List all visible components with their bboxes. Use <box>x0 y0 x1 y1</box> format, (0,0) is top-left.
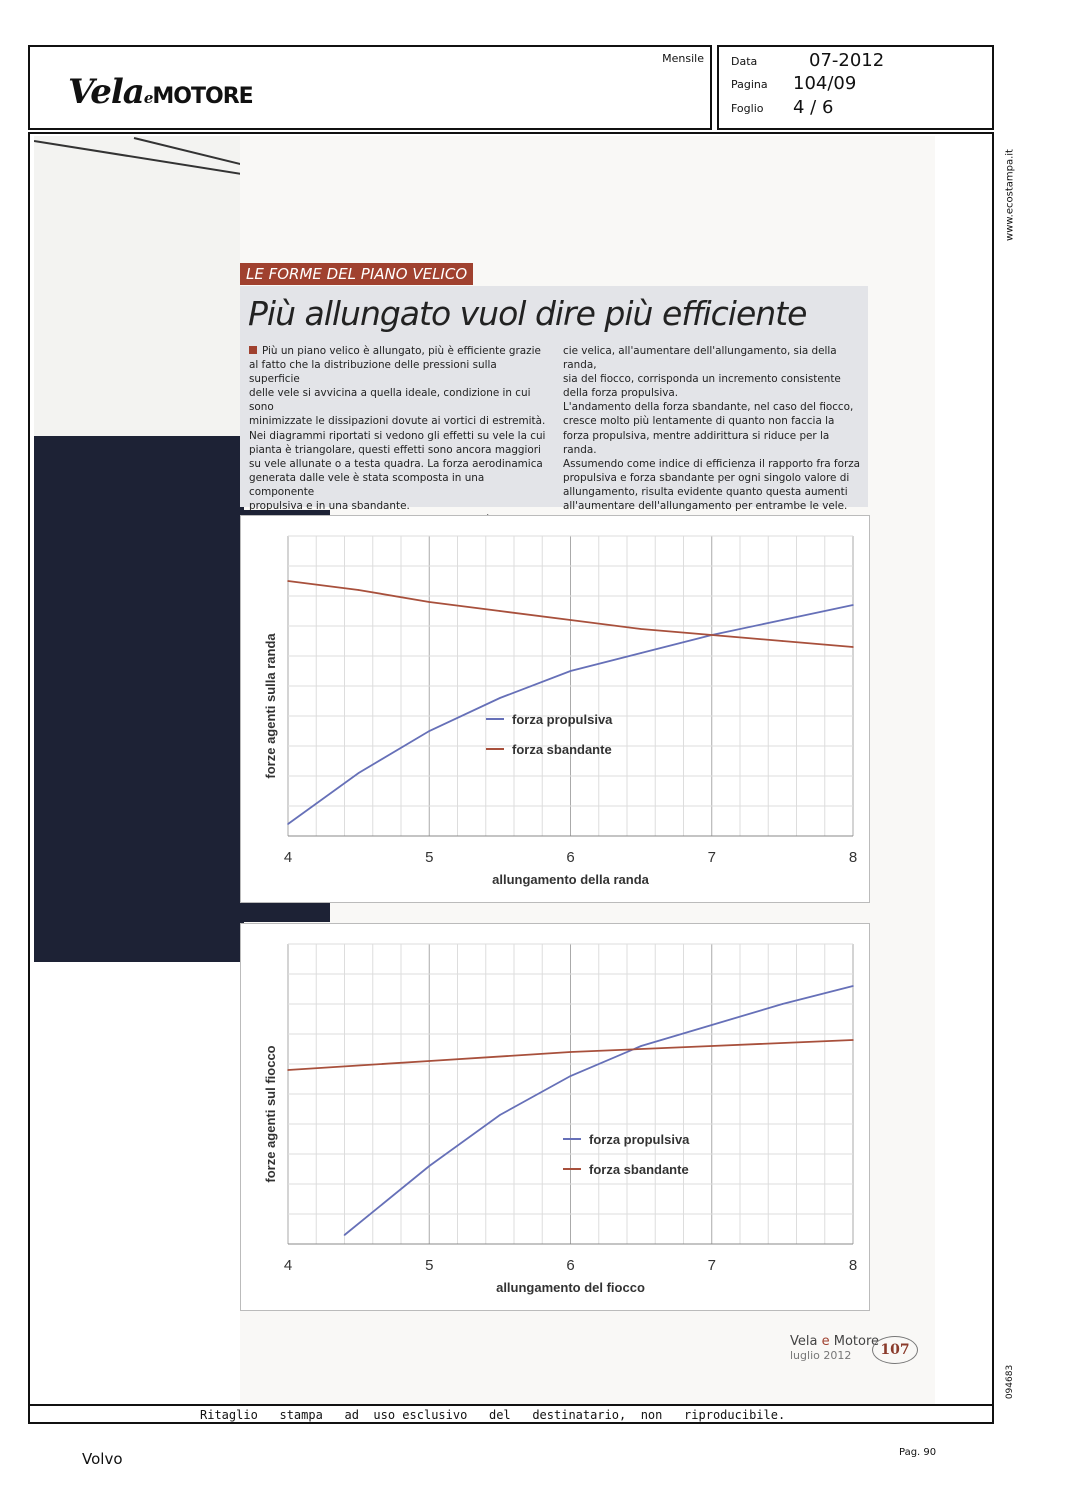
legend-label: forza propulsiva <box>512 712 613 727</box>
logo-second-text: MOTORE <box>152 84 253 109</box>
x-axis-label: allungamento della randa <box>492 872 649 887</box>
header-left-box <box>28 45 712 130</box>
y-axis-label: forze agenti sul fiocco <box>263 1045 278 1183</box>
side-code: 094683 <box>1005 1364 1015 1400</box>
chart-randa <box>240 515 870 903</box>
magazine-footer <box>790 1334 879 1362</box>
data-point <box>570 619 572 621</box>
data-point <box>344 1234 346 1236</box>
magazine-date: luglio 2012 <box>790 1349 852 1362</box>
data-point <box>499 697 501 699</box>
data-point <box>782 619 784 621</box>
x-tick-label: 7 <box>707 849 716 866</box>
article-line: Assumendo come indice di efficienza il rapporto fra forza <box>563 457 861 470</box>
data-point <box>711 1024 713 1026</box>
data-point <box>640 652 642 654</box>
side-url: www.ecostampa.it <box>1004 149 1016 241</box>
article-title: Più allungato vuol dire più efficiente <box>248 294 807 333</box>
article-line: Più un piano velico è allungato, più è efficiente grazie <box>249 344 549 358</box>
client-name: Volvo <box>82 1450 123 1468</box>
x-tick-label: 7 <box>707 1257 716 1274</box>
data-point <box>287 823 289 825</box>
article-line: cie velica, all'aumentare dell'allungamento, sia della randa, <box>563 345 837 372</box>
x-axis-label: allungamento del fiocco <box>496 1280 645 1295</box>
x-tick-label: 6 <box>566 1257 575 1274</box>
data-point <box>428 730 430 732</box>
article-line: forza propulsiva, mentre addirittura si riduce per la randa. <box>563 429 830 456</box>
section-tag: LE FORME DEL PIANO VELICO <box>240 263 473 285</box>
date-value: 07-2012 <box>809 50 885 71</box>
data-point <box>358 772 360 774</box>
x-tick-label: 8 <box>848 1257 858 1274</box>
legend-label: forza propulsiva <box>589 1132 690 1147</box>
magazine-logo <box>68 72 253 112</box>
article-line: propulsiva e forza sbandante per ogni singolo valore di <box>563 471 850 484</box>
article-line: allungamento, risulta evidente quanto questa aumenti <box>563 485 848 498</box>
data-point <box>711 634 713 636</box>
article-line: sia del fiocco, corrisponda un incremento consistente <box>563 373 841 386</box>
magazine-name: Vela e Motore <box>790 1334 880 1349</box>
data-point <box>499 1114 501 1116</box>
page-label: Pagina <box>731 78 768 91</box>
frequency-label: Mensile <box>662 52 704 65</box>
y-axis-label: forze agenti sulla randa <box>263 633 278 779</box>
data-point <box>852 985 854 987</box>
page-number: Pag. 90 <box>899 1447 937 1458</box>
article-line: minimizzate le dissipazioni dovute ai vortici di estremità. <box>249 415 546 428</box>
data-point <box>358 589 360 591</box>
data-point <box>570 1075 572 1077</box>
copyright-notice: Ritaglio stampa ad uso esclusivo del destinatario, non riproducibile. <box>28 1404 994 1424</box>
article-line: all'aumentare dell'allungamento per entrambe le vele. <box>563 500 848 513</box>
legend-label: forza sbandante <box>512 742 612 757</box>
chart-randa-svg <box>241 516 871 904</box>
article-column-2 <box>563 344 863 513</box>
data-point <box>287 580 289 582</box>
logo-conjunction: e <box>143 89 153 107</box>
article-line: su vele allunate o a testa quadra. La forza aerodinamica <box>249 457 543 470</box>
x-tick-label: 4 <box>283 1257 293 1274</box>
data-point <box>499 610 501 612</box>
data-point <box>570 1051 572 1053</box>
article-line: generata dalle vele è stata scomposta in una componente <box>249 471 485 498</box>
data-point <box>640 1045 642 1047</box>
sheet-value: 4 / 6 <box>793 97 834 118</box>
data-point <box>287 1069 289 1071</box>
sheet-label: Foglio <box>731 102 764 115</box>
data-point <box>782 1003 784 1005</box>
article-line: Nei diagrammi riportati si vedono gli effetti su vele la cui <box>249 429 546 442</box>
article-line: delle vele si avvicina a quella ideale, condizione in cui sono <box>249 387 531 414</box>
data-point <box>428 1060 430 1062</box>
x-tick-label: 5 <box>425 1257 434 1274</box>
article-box <box>240 286 868 513</box>
data-point <box>782 640 784 642</box>
x-tick-label: 4 <box>283 849 293 866</box>
article-line: pianta è triangolare, questi effetti sono ancora maggiori <box>249 443 541 456</box>
date-label: Data <box>731 55 758 68</box>
x-tick-label: 5 <box>425 849 434 866</box>
data-point <box>428 1165 430 1167</box>
data-point <box>852 604 854 606</box>
x-tick-label: 8 <box>848 849 858 866</box>
article-line: al fatto che la distribuzione delle pressioni sulla superficie <box>249 359 497 386</box>
magazine-page-number: 107 <box>872 1336 918 1364</box>
logo-main-text: Vela <box>68 72 144 112</box>
data-point <box>570 670 572 672</box>
data-point <box>711 1045 713 1047</box>
page-value: 104/09 <box>793 73 857 94</box>
article-line: della forza propulsiva. <box>563 387 679 400</box>
data-point <box>852 1039 854 1041</box>
chart-fiocco-svg <box>241 924 871 1312</box>
article-line: cresce molto più lentamente di quanto non faccia la <box>563 415 835 428</box>
data-point <box>852 646 854 648</box>
bullet-square <box>249 346 257 354</box>
x-tick-label: 6 <box>566 849 575 866</box>
header-meta-box <box>717 45 994 130</box>
data-point <box>428 601 430 603</box>
chart-fiocco <box>240 923 870 1311</box>
article-line: propulsiva e in una sbandante. <box>249 500 410 513</box>
data-point <box>640 628 642 630</box>
dark-sail-photo <box>34 436 244 962</box>
article-column-1 <box>249 344 549 527</box>
article-line: L'andamento della forza sbandante, nel caso del fiocco, <box>563 401 854 414</box>
legend-label: forza sbandante <box>589 1162 689 1177</box>
